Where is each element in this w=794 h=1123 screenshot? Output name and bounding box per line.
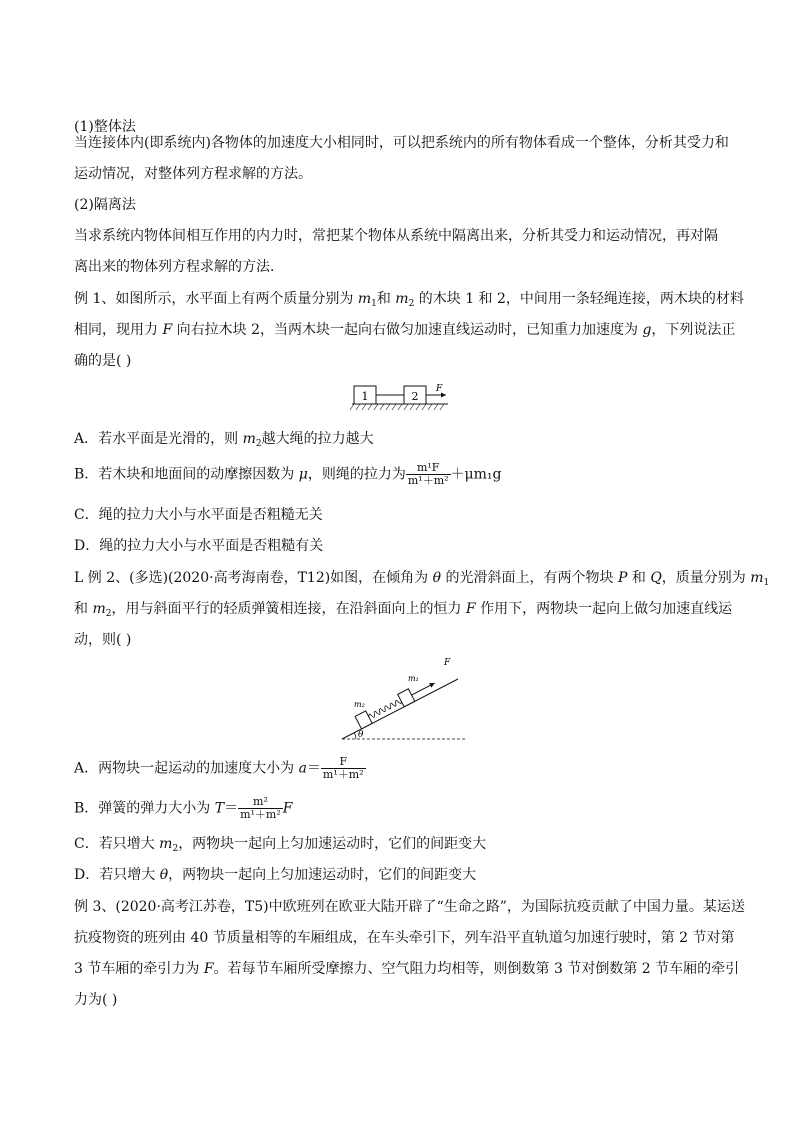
fraction: $\frac{F}{\text{m¹＋m²}}$ bbox=[322, 755, 364, 781]
block-q bbox=[355, 711, 372, 729]
example-2-option-a: A．两物块一起运动的加速度大小为 a＝ $\frac{F}{\text{m¹＋m²}}$ bbox=[74, 755, 364, 781]
example-2-option-b: B．弹簧的弹力大小为 T＝ $\frac{\text{m²}}{\text{m¹＋m²}}$ F bbox=[74, 795, 293, 821]
example-3-text: 3 节车厢的牵引力为 F。若每节车厢所受摩擦力、空气阻力均相等，则倒数第 3 节对倒数第 2 节车厢的牵引 bbox=[74, 961, 740, 977]
example-3-text: 例 3、(2020·高考江苏卷，T5)中欧班列在欧亚大陆开辟了“生命之路”，为国际抗疫贡献了中国力量。某运送 bbox=[74, 899, 745, 915]
spring bbox=[368, 698, 402, 719]
example-3-text: 力为( ) bbox=[74, 992, 118, 1008]
example-1-text: 相同，现用力 F 向右拉木块 2，当两木块一起向右做匀加速直线运动时，已知重力加速度为 g，下列说法正 bbox=[74, 322, 736, 338]
example-2-text: L 例 2、(多选)(2020·高考海南卷，T12)如图，在倾角为 θ 的光滑斜面上，有两个物块 P 和 Q，质量分别为 $m_1$ bbox=[74, 570, 770, 588]
example-2-text: 动，则( ) bbox=[74, 632, 132, 648]
block-2-label: 2 bbox=[411, 390, 419, 403]
block-p bbox=[398, 689, 415, 707]
example-1-option-c: C．绳的拉力大小与水平面是否粗糙无关 bbox=[74, 507, 323, 523]
example-3-text: 抗疫物资的班列由 40 节质量相等的车厢组成，在车头牵引下，列车沿平直轨道匀加速行驶时，第 2 节对第 bbox=[74, 930, 735, 946]
section-whole-title: (1)整体法 bbox=[74, 119, 136, 135]
example-1-text: 例 1、如图所示，水平面上有两个质量分别为 $m_1$和 $m_2$ 的木块 1 和 2，中间用一条轻绳连接，两木块的材料 bbox=[74, 291, 744, 309]
fraction: $\frac{\text{m²}}{\text{m¹＋m²}}$ bbox=[240, 795, 281, 821]
example-2-text: 和 $m_2$，用与斜面平行的轻质弹簧相连接，在沿斜面向上的恒力 F 作用下，两物块一起向上做匀加速直线运 bbox=[74, 601, 733, 619]
force-label: F bbox=[436, 384, 443, 394]
section-isolation-title: (2)隔离法 bbox=[74, 197, 136, 213]
example-1-option-d: D．绳的拉力大小与水平面是否粗糙有关 bbox=[74, 538, 324, 554]
block-1-label: 1 bbox=[361, 390, 369, 403]
section-whole-text: 当连接体内(即系统内)各物体的加速度大小相同时，可以把系统内的所有物体看成一个整体，分析其受力和 bbox=[74, 135, 729, 151]
section-isolation-text: 当求系统内物体间相互作用的内力时，常把某个物体从系统中隔离出来，分析其受力和运动情况，再对隔 bbox=[74, 228, 718, 244]
angle-label: θ bbox=[358, 730, 364, 740]
example-1-text: 确的是( ) bbox=[74, 353, 132, 369]
example-1-option-b: B．若木块和地面间的动摩擦因数为 μ，则绳的拉力为 $\frac{\text{m¹F}}{\text{m¹＋m²}}$ ＋μm₁g bbox=[74, 461, 502, 487]
example-2-option-d: D．若只增大 θ，两物块一起向上匀加速运动时，它们的间距变大 bbox=[74, 867, 477, 883]
section-whole-text: 运动情况，对整体列方程求解的方法。 bbox=[74, 166, 312, 182]
example-2-figure bbox=[338, 655, 468, 747]
example-1-figure bbox=[348, 380, 458, 412]
section-isolation-text: 离出来的物体列方程求解的方法． bbox=[74, 259, 284, 275]
fraction: $\frac{\text{m¹F}}{\text{m¹＋m²}}$ bbox=[407, 461, 449, 487]
mass-2-label: m₂ bbox=[354, 700, 365, 709]
example-1-option-a: A．若水平面是光滑的，则 $m_2$越大绳的拉力越大 bbox=[74, 431, 374, 449]
mass-1-label: m₁ bbox=[408, 674, 419, 683]
example-2-option-c: C．若只增大 $m_2$，两物块一起向上匀加速运动时，它们的间距变大 bbox=[74, 836, 487, 854]
force-label: F bbox=[444, 658, 451, 668]
